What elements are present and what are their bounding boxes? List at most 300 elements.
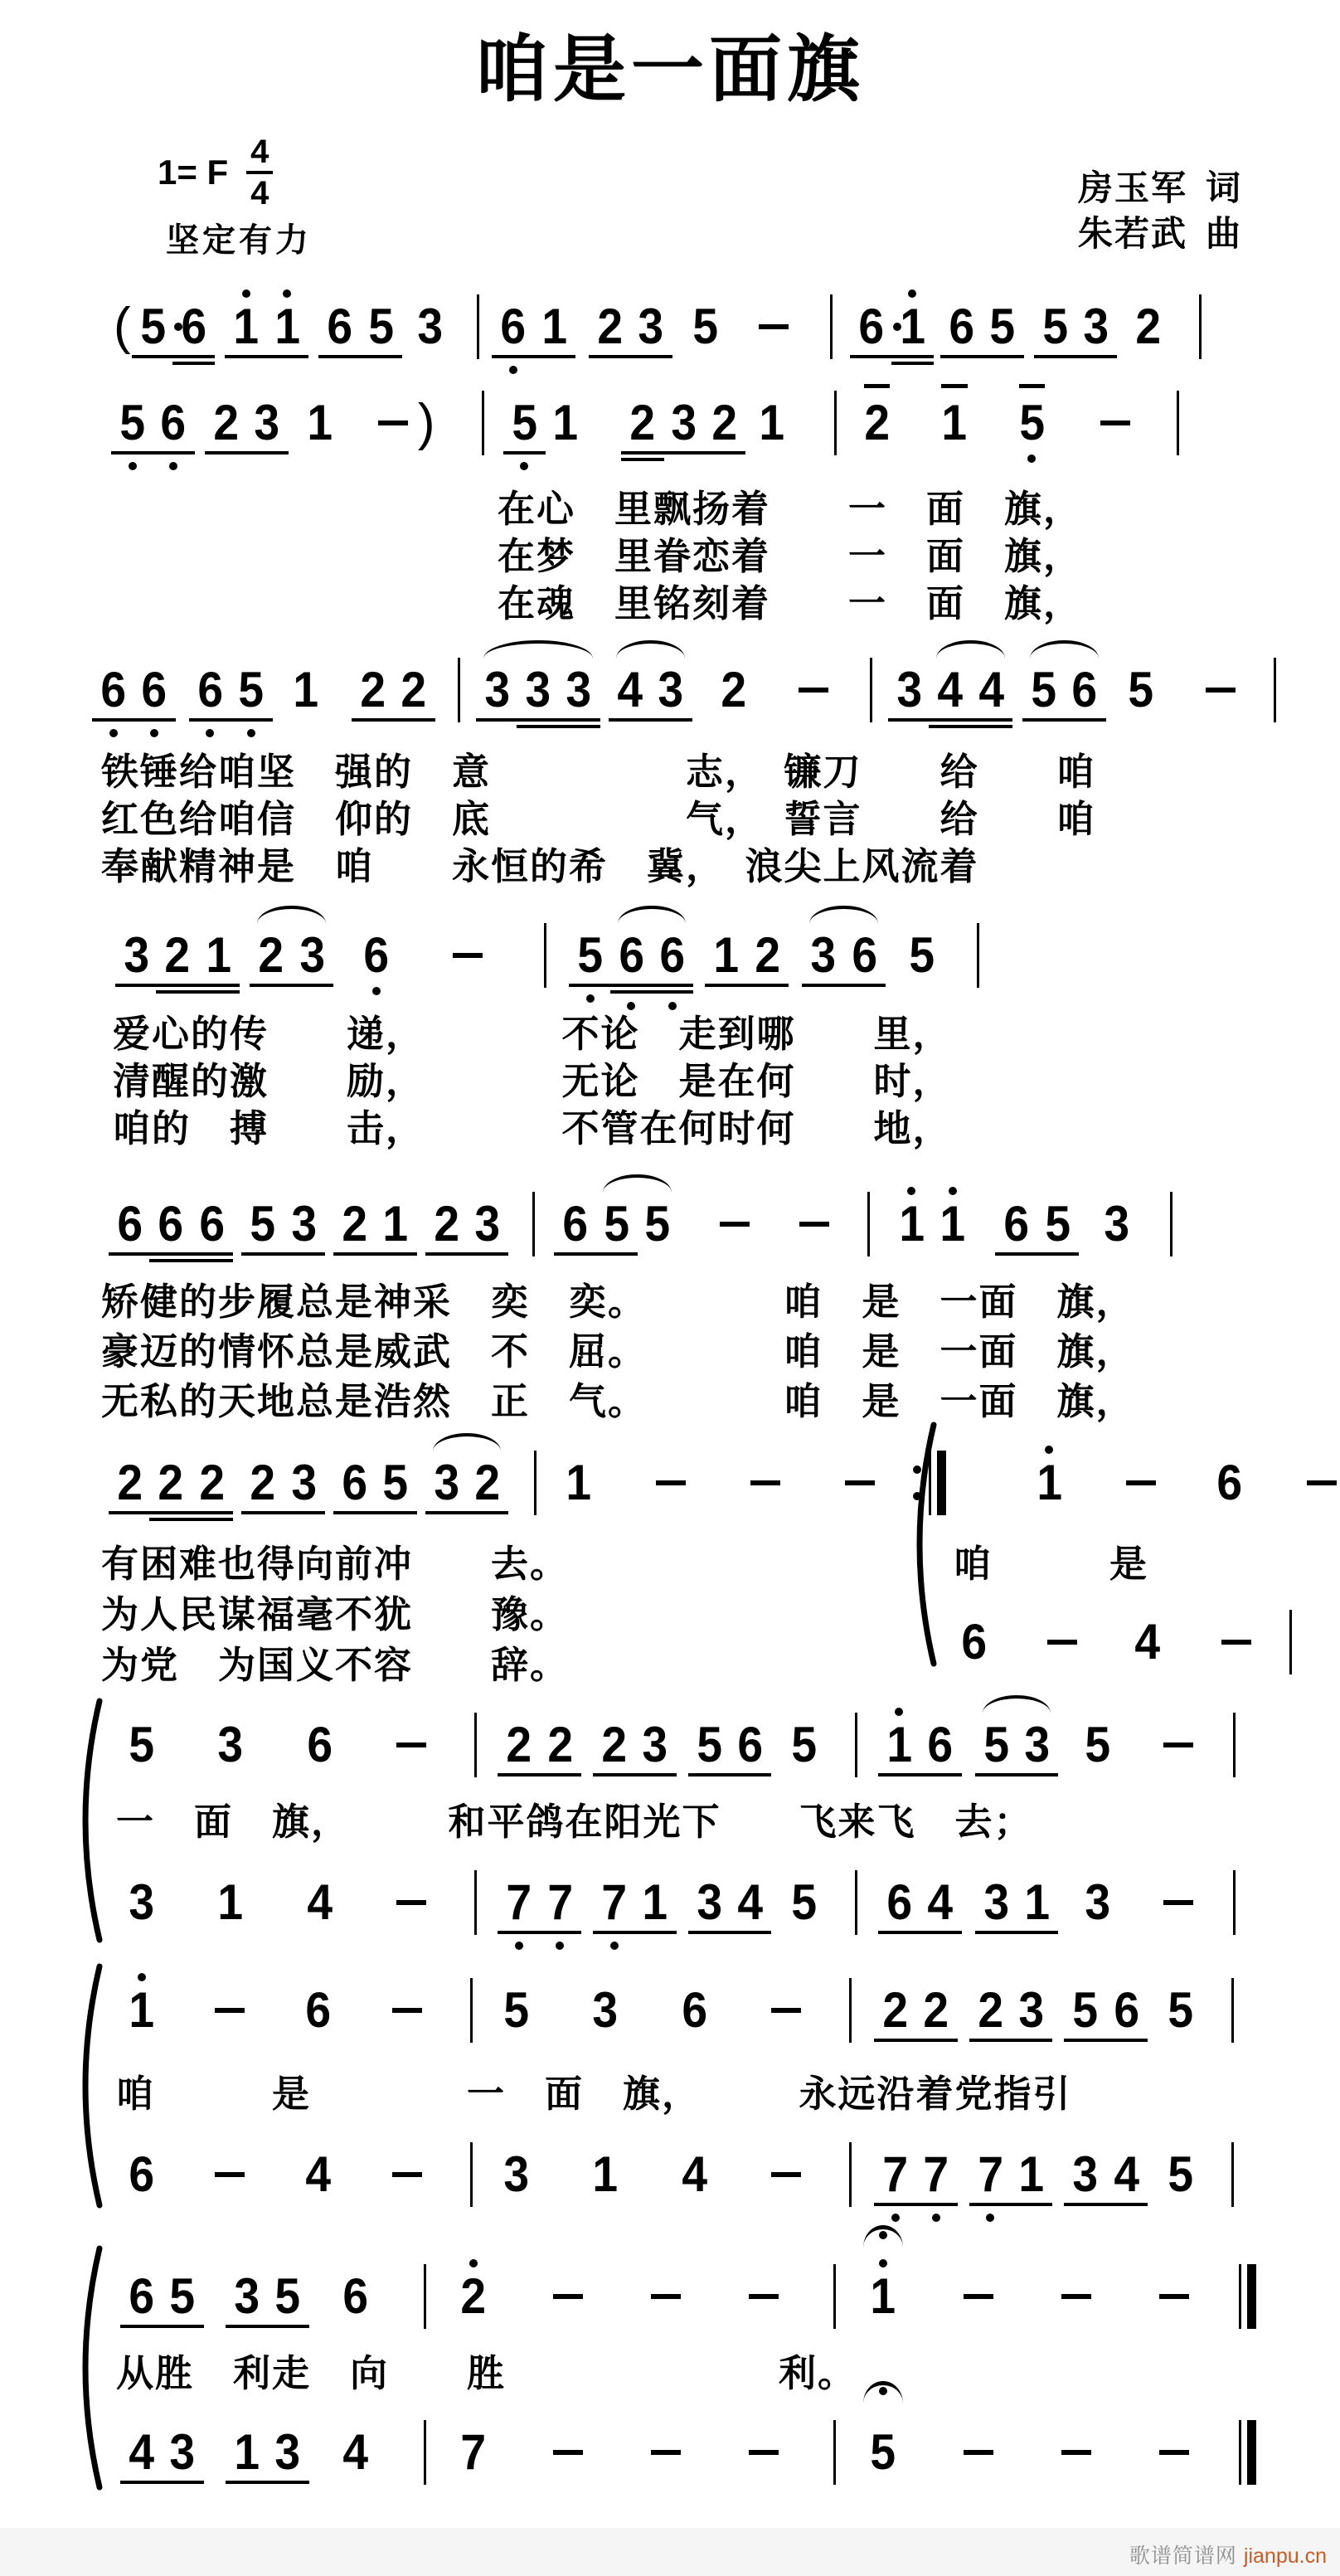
verse-lyrics-4-right <box>954 1538 1148 1589</box>
beam-underline <box>891 355 934 358</box>
note <box>1071 663 1098 717</box>
note-digit: 3 <box>810 927 837 983</box>
verse-intro-lyrics-line: 在魂 里铭刻着 一 面 旗， <box>498 582 1083 625</box>
spacer <box>789 1483 837 1484</box>
spacer <box>326 690 352 691</box>
spacer <box>396 955 444 956</box>
note-digit: 2 <box>117 1455 143 1510</box>
note <box>696 1718 723 1772</box>
beam-underline <box>283 1511 325 1514</box>
spacer <box>416 1224 426 1225</box>
duet-3-lyrics <box>116 2349 857 2399</box>
note-digit: 1 <box>870 2268 896 2324</box>
beam-underline <box>250 984 292 987</box>
note-digit: 4 <box>927 1874 954 1930</box>
note <box>670 396 697 450</box>
spacer <box>1105 690 1120 691</box>
barline <box>855 1713 857 1777</box>
dash-note <box>392 2008 422 2013</box>
beam-underline <box>517 725 559 728</box>
spacer <box>600 1483 648 1484</box>
spacer <box>591 2452 643 2453</box>
duet-2-lyrics <box>116 2069 1072 2119</box>
spacer <box>437 423 477 424</box>
spacer <box>308 2452 335 2453</box>
spacer <box>809 2010 844 2011</box>
voice-brace <box>902 1420 939 1673</box>
note <box>381 1456 409 1509</box>
spacer <box>324 1224 334 1225</box>
dash-note <box>215 2172 245 2177</box>
note <box>1167 2148 1194 2201</box>
spacer <box>203 2452 226 2453</box>
beam-underline <box>226 2325 268 2328</box>
music-line-intro-line-1 <box>112 300 1206 353</box>
note <box>1003 1198 1030 1251</box>
barline <box>534 1451 536 1515</box>
octave-up-dot <box>242 289 250 298</box>
note-digit: 5 <box>367 299 394 354</box>
beam-underline <box>729 1931 771 1934</box>
note <box>304 2148 332 2201</box>
note-digit: 3 <box>1024 1717 1050 1772</box>
verse-intro-lyrics <box>498 485 1082 627</box>
spacer <box>1250 1483 1299 1484</box>
dash-note <box>651 2294 681 2299</box>
spacer <box>162 1745 210 1746</box>
note <box>342 2270 369 2323</box>
dash-note <box>845 1480 875 1485</box>
note-digit: 1 <box>292 662 318 717</box>
note <box>546 1718 574 1772</box>
note <box>1084 1876 1111 1929</box>
note-digit: 7 <box>460 2424 486 2480</box>
note <box>128 1718 155 1772</box>
voice-brace <box>68 1961 104 2214</box>
voice-brace <box>68 2243 104 2496</box>
barline <box>977 923 979 988</box>
beam-underline <box>245 451 288 454</box>
note-digit: 1 <box>939 1196 965 1252</box>
octave-down-dot <box>932 2214 940 2222</box>
spacer <box>787 2452 828 2453</box>
note-digit: 5 <box>870 2424 896 2480</box>
spacer <box>626 2010 674 2011</box>
spacer <box>857 2010 875 2011</box>
note-digit: 5 <box>692 299 718 354</box>
beam-underline <box>197 990 240 994</box>
spacer <box>1197 2452 1234 2453</box>
note <box>367 300 395 353</box>
note <box>1017 2148 1045 2201</box>
beam-underline <box>149 1511 192 1514</box>
barline <box>1233 1713 1236 1777</box>
note-digit: 5 <box>238 662 265 717</box>
note-digit: 2 <box>864 395 890 450</box>
spacer <box>175 690 190 691</box>
beam-underline <box>621 451 663 454</box>
final-barline-thin <box>1239 2264 1241 2329</box>
note <box>1041 300 1069 353</box>
beam-underline <box>466 1252 508 1256</box>
beam-underline <box>609 718 651 722</box>
spacer <box>339 2010 384 2011</box>
note-digit: 2 <box>360 662 386 717</box>
octave-up-dot <box>283 289 291 298</box>
octave-up-dot <box>469 2259 478 2267</box>
note-digit: 4 <box>129 2424 155 2480</box>
note <box>641 1718 668 1772</box>
beam-underline <box>981 355 1023 358</box>
note-digit: 5 <box>644 1196 671 1252</box>
note-digit: 1 <box>206 927 231 983</box>
beam-underline <box>172 355 215 358</box>
music-line-verse-line-2 <box>116 929 984 982</box>
note <box>692 300 719 353</box>
note-digit: 6 <box>500 299 527 354</box>
note <box>304 1984 332 2037</box>
verse-lyrics-3 <box>101 1277 1135 1427</box>
beam-underline <box>149 1518 192 1521</box>
note <box>433 1456 460 1509</box>
note-digit: 5 <box>274 2268 301 2324</box>
spacer <box>904 2452 955 2453</box>
note <box>1134 1616 1161 1669</box>
beam-underline <box>161 2481 203 2484</box>
beam-underline <box>266 355 308 358</box>
note-digit: 3 <box>566 662 592 717</box>
verse-lyrics-1 <box>101 748 1096 890</box>
note-digit: 2 <box>923 1982 949 2038</box>
note <box>922 2148 949 2201</box>
note-digit: 1 <box>217 1874 244 1930</box>
note <box>940 396 968 450</box>
note-digit: 5 <box>696 1717 722 1772</box>
note-digit: 2 <box>711 395 738 450</box>
note <box>1036 1456 1063 1509</box>
note <box>499 300 527 353</box>
spacer <box>482 1745 498 1746</box>
note-digit: 5 <box>503 1982 529 2038</box>
spacer <box>1078 1224 1096 1225</box>
note <box>306 1718 333 1772</box>
note <box>292 663 319 717</box>
verse-lyrics-2-line: 清醒的激 励， 无论 是在何 时， <box>113 1060 952 1102</box>
note <box>524 663 551 717</box>
note-digit: 5 <box>119 395 146 450</box>
note-digit: 5 <box>1018 395 1045 450</box>
beam-underline <box>333 1511 376 1514</box>
beam-underline <box>843 984 886 987</box>
note <box>596 300 624 353</box>
spacer <box>1147 2010 1160 2011</box>
spacer <box>1137 1224 1165 1225</box>
note <box>926 1718 954 1772</box>
dash-note <box>720 1222 750 1227</box>
note <box>1071 1984 1099 2037</box>
beam-underline <box>1064 2039 1106 2042</box>
note <box>290 1456 318 1509</box>
overline-mark <box>1019 384 1045 388</box>
note-digit: 6 <box>158 1196 184 1252</box>
barline <box>1233 1870 1236 1935</box>
note-digit: 2 <box>506 1717 532 1772</box>
note-digit: 6 <box>681 1982 707 2038</box>
music-line-intro-line-2 <box>112 396 1184 450</box>
note <box>128 2426 155 2479</box>
spacer <box>491 955 539 956</box>
spacer <box>842 423 857 424</box>
note-digit: 3 <box>290 1455 317 1510</box>
note <box>511 396 538 450</box>
note <box>381 1198 409 1251</box>
note <box>1023 1718 1051 1772</box>
lyricist-role: 词 <box>1205 168 1242 207</box>
note-digit: 4 <box>937 662 964 717</box>
spacer <box>1161 690 1197 691</box>
barline <box>833 2420 836 2485</box>
spacer <box>251 1745 299 1746</box>
dash-note <box>651 2450 681 2455</box>
note <box>720 663 747 717</box>
note <box>896 663 923 717</box>
note <box>274 300 301 353</box>
note-digit: 5 <box>382 1455 409 1510</box>
note <box>657 663 684 717</box>
barline <box>470 2142 473 2207</box>
fermata-icon <box>863 2225 903 2248</box>
beam-underline <box>802 984 844 987</box>
beam-underline <box>995 1252 1037 1256</box>
note <box>128 2270 155 2323</box>
barline <box>544 923 546 988</box>
note <box>977 2148 1004 2201</box>
barline <box>458 658 460 722</box>
spacer <box>340 423 370 424</box>
dash-note <box>1163 1900 1193 1905</box>
note-digit: 5 <box>129 1717 155 1772</box>
lyricist-line <box>1078 166 1242 211</box>
verse-lyrics-4-line: 有困难也得向前冲 去。 <box>101 1543 570 1585</box>
note-digit: 7 <box>601 1874 627 1930</box>
note <box>1030 663 1057 717</box>
octave-down-dot <box>206 729 214 737</box>
beam-underline <box>374 1252 416 1256</box>
note-digit: 6 <box>618 927 644 983</box>
spacer <box>194 423 206 424</box>
dash-note <box>1159 2294 1189 2299</box>
octave-down-dot <box>627 1002 635 1010</box>
beam-underline <box>919 1773 961 1776</box>
note-digit: 3 <box>642 1717 668 1772</box>
beam-underline <box>621 458 663 461</box>
spacer <box>1070 1483 1118 1484</box>
barline <box>1170 1192 1172 1256</box>
beam-underline <box>919 1931 961 1934</box>
note <box>591 2148 619 2201</box>
dash-note <box>1307 1480 1337 1485</box>
note <box>863 396 891 450</box>
spacer <box>877 690 889 691</box>
spacer <box>715 2010 763 2011</box>
dash-note <box>964 2450 993 2455</box>
note-digit: 7 <box>546 1874 573 1930</box>
duet-1-lyrics-line: 一 面 旗， 和平鸽在阳光下 飞来飞 去； <box>116 1801 1033 1843</box>
note-digit: 2 <box>474 1455 501 1510</box>
note <box>341 1198 368 1251</box>
beam-underline <box>539 1931 581 1934</box>
barline <box>849 1978 852 2043</box>
note-digit: 5 <box>1128 662 1153 717</box>
note-digit: 3 <box>670 395 697 450</box>
beam-underline <box>318 355 361 358</box>
beam-underline <box>360 355 402 358</box>
note-digit: 3 <box>896 662 922 717</box>
beam-underline <box>517 718 559 722</box>
note-digit: 3 <box>592 1982 619 2038</box>
note-digit: 6 <box>197 662 223 717</box>
music-line-verse-line-4-lower <box>954 1616 1297 1669</box>
spacer <box>957 2010 970 2011</box>
note-digit: 3 <box>503 2146 529 2202</box>
note-digit: 3 <box>169 2424 196 2480</box>
note <box>1216 1456 1243 1509</box>
spacer <box>797 327 825 328</box>
note <box>1084 1718 1111 1772</box>
note <box>157 1456 184 1509</box>
dash-note <box>215 2008 245 2013</box>
barline <box>470 1978 473 2043</box>
note-digit: 2 <box>158 1455 184 1510</box>
watermark-site-name: 歌谱简谱网 <box>1129 2544 1237 2568</box>
note-digit: 7 <box>882 2146 908 2202</box>
note-digit: 3 <box>254 395 280 450</box>
note <box>159 396 187 450</box>
note-digit: 2 <box>629 395 656 450</box>
note-digit: 6 <box>659 927 686 983</box>
dash-note <box>553 2294 583 2299</box>
beam-underline <box>191 1252 233 1256</box>
beam-underline <box>149 1259 192 1262</box>
spacer <box>758 1224 791 1225</box>
note <box>473 1456 501 1509</box>
verse-intro-lyrics-line: 在心 里飘扬着 一 面 旗， <box>498 488 1083 530</box>
spacer <box>493 2452 545 2453</box>
beam-underline <box>466 1511 508 1514</box>
spacer <box>450 327 472 328</box>
octave-down-dot <box>668 1002 677 1010</box>
music-line-verse-line-3 <box>109 1198 1177 1251</box>
slur-group <box>803 929 885 982</box>
note <box>198 1198 226 1251</box>
spacer <box>1244 690 1269 691</box>
note-digit: 2 <box>164 927 191 983</box>
beam-underline <box>850 355 892 358</box>
note-digit: 3 <box>1072 2146 1099 2202</box>
note <box>306 1876 333 1929</box>
spacer <box>540 1224 555 1225</box>
octave-down-dot <box>556 1942 564 1950</box>
note <box>926 1876 954 1929</box>
note-digit: 3 <box>474 1196 501 1252</box>
dash-note <box>1163 1742 1193 1747</box>
note-digit: 6 <box>737 1717 764 1772</box>
final-barline-thin <box>1239 2420 1241 2485</box>
spacer <box>541 1483 558 1484</box>
barline <box>833 2264 836 2329</box>
beam-underline <box>878 1931 920 1934</box>
dash-note <box>759 324 789 329</box>
beam-underline <box>975 1931 1017 1934</box>
note-digit: 4 <box>342 2424 368 2480</box>
note-digit: 6 <box>363 927 389 983</box>
note-digit: 1 <box>382 1196 409 1252</box>
beam-underline <box>1105 2039 1148 2042</box>
dash-note <box>1047 1640 1077 1645</box>
note <box>306 396 333 450</box>
barline <box>870 658 872 722</box>
note-digit: 2 <box>199 1455 225 1510</box>
note <box>416 300 444 353</box>
note <box>1167 1984 1194 2037</box>
verse-lyrics-3-line: 无私的天地总是浩然 正 气。 咱 是 一面 旗， <box>101 1380 1135 1422</box>
overline-mark <box>941 384 967 388</box>
beam-underline <box>152 451 194 454</box>
note-digit: 2 <box>601 1717 627 1772</box>
note <box>274 2270 301 2323</box>
beam-underline <box>1010 2039 1052 2042</box>
beam-underline <box>115 984 158 987</box>
spacer <box>536 2010 585 2011</box>
spacer <box>585 423 622 424</box>
beam-underline <box>589 355 631 358</box>
note <box>618 929 645 982</box>
spacer <box>214 327 226 328</box>
octave-up-dot <box>907 1187 915 1195</box>
note <box>565 1456 592 1509</box>
spacer <box>1012 690 1023 691</box>
spacer <box>692 955 706 956</box>
note <box>939 1198 966 1251</box>
note-digit: 1 <box>274 299 300 354</box>
barline <box>834 391 837 455</box>
beam-underline <box>969 2203 1012 2206</box>
note <box>886 1876 913 1929</box>
octave-down-dot <box>169 462 177 470</box>
beam-underline <box>915 2203 957 2206</box>
octave-down-dot <box>509 366 517 374</box>
dash-note <box>453 953 483 958</box>
watermark-domain-link[interactable]: jianpu.cn <box>1243 2544 1327 2568</box>
note <box>681 1984 708 2037</box>
note-digit: 5 <box>1031 662 1057 717</box>
note-digit: 3 <box>217 1717 244 1772</box>
watermark <box>1129 2540 1327 2569</box>
octave-down-dot <box>610 1942 619 1950</box>
barline <box>849 2142 852 2207</box>
note <box>977 1984 1004 2037</box>
overline-mark <box>864 384 890 388</box>
duet-3-lyrics-line: 从胜 利走 向 胜 利。 <box>116 2352 857 2394</box>
dash-note <box>749 2450 779 2455</box>
beam-underline <box>149 1252 192 1256</box>
octave-down-dot <box>1027 454 1036 463</box>
note <box>869 2270 896 2323</box>
note <box>629 396 656 450</box>
note <box>505 1876 532 1929</box>
spacer <box>942 955 972 956</box>
note-digit: 2 <box>433 1196 459 1252</box>
